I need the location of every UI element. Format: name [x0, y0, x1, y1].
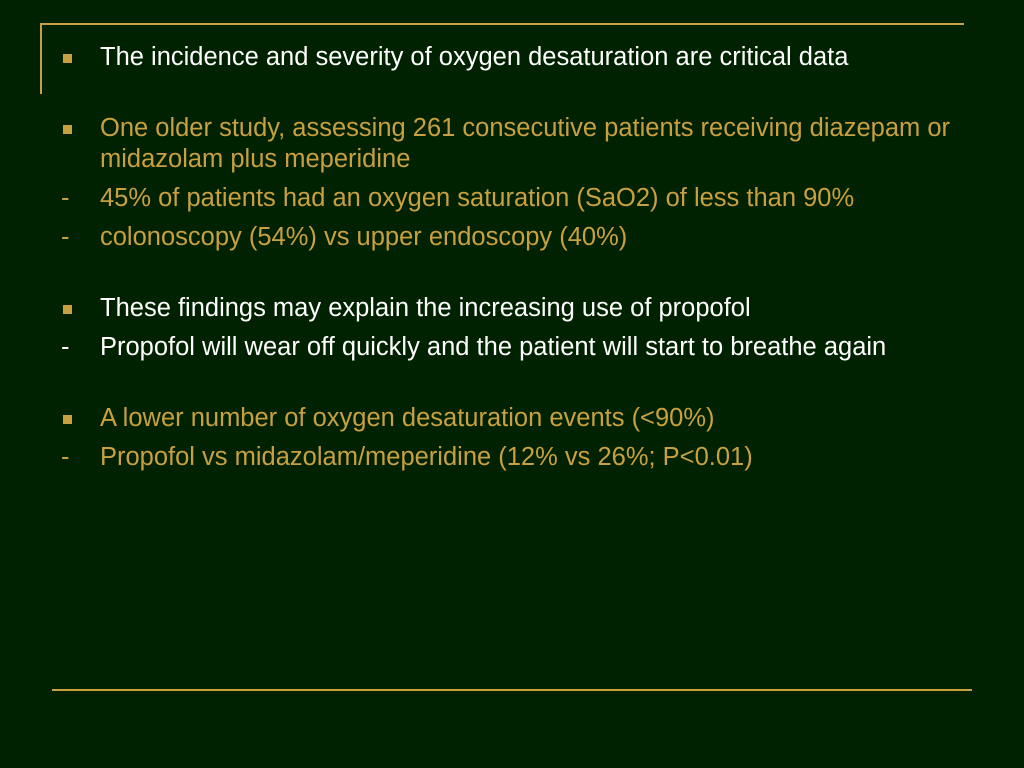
bullet-text: These findings may explain the increasing use of propofol [100, 294, 751, 322]
bullet-item-1 [59, 42, 959, 73]
sub-item [59, 442, 959, 473]
bullet-item-3 [59, 293, 959, 324]
bottom-rule-line [52, 689, 972, 691]
sub-item [59, 183, 959, 214]
bullet-item-4 [59, 403, 959, 434]
slide-content [59, 42, 959, 473]
square-bullet-icon [63, 415, 72, 424]
sub-item-text: Propofol vs midazolam/meperidine (12% vs 26%; P<0.01) [100, 443, 753, 471]
bullet-item-2 [59, 113, 959, 175]
bullet-text: A lower number of oxygen desaturation events (<90%) [100, 404, 715, 432]
sub-item [59, 332, 959, 363]
sub-item-text: Propofol will wear off quickly and the patient will start to breathe again [100, 333, 887, 361]
bullet-text: The incidence and severity of oxygen desaturation are critical data [100, 43, 849, 71]
sub-item-text: colonoscopy (54%) vs upper endoscopy (40%) [100, 223, 628, 251]
left-rule-line [40, 23, 42, 94]
sub-item-text: 45% of patients had an oxygen saturation (SaO2) of less than 90% [100, 184, 855, 212]
dash-text: - [61, 184, 70, 212]
top-rule-line [40, 23, 964, 25]
square-bullet-icon [63, 125, 72, 134]
dash-text: - [61, 333, 70, 361]
sub-item [59, 222, 959, 253]
dash-text: - [61, 223, 70, 251]
dash-text: - [61, 443, 70, 471]
square-bullet-icon [63, 305, 72, 314]
bullet-text: One older study, assessing 261 consecutive patients receiving diazepam or midazolam plus meperidine [100, 114, 951, 173]
square-bullet-icon [63, 54, 72, 63]
